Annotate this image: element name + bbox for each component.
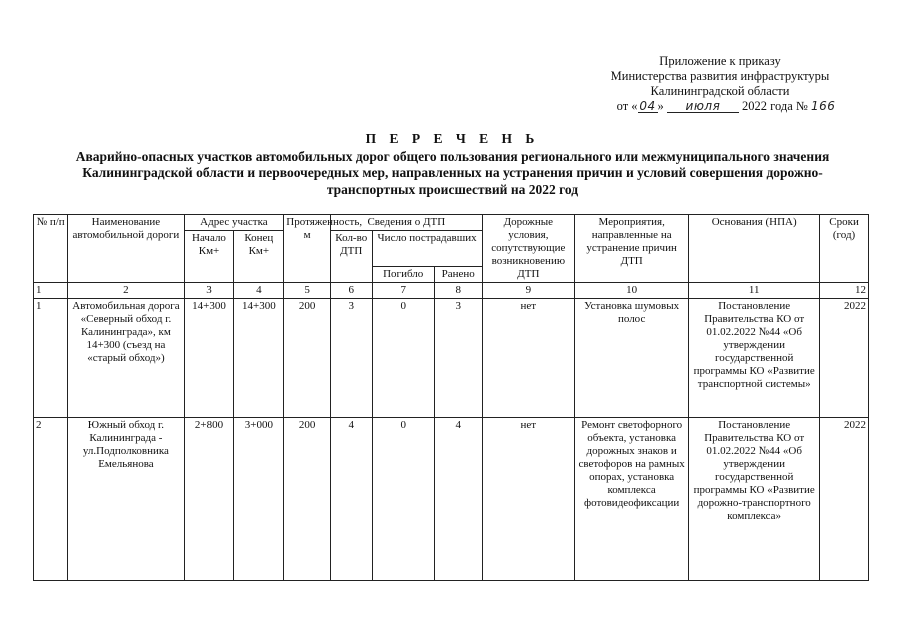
cell-num: 1 xyxy=(34,299,68,418)
cell-wounded: 4 xyxy=(434,418,482,581)
order-number: 166 xyxy=(810,99,836,113)
cell-count: 3 xyxy=(331,299,373,418)
header-victims: Число пострадавших xyxy=(372,231,482,267)
cell-road: Автомобильная дорога «Северный обход г. Калининграда», км 14+300 (съезд на «старый обход») xyxy=(68,299,184,418)
table-row xyxy=(34,299,869,418)
column-number: 9 xyxy=(482,283,574,299)
header-dtp-info: Сведения о ДТП xyxy=(331,215,483,231)
table-row xyxy=(34,418,869,581)
column-number: 10 xyxy=(575,283,689,299)
header-start: Начало Км+ xyxy=(184,231,234,283)
cell-start: 14+300 xyxy=(184,299,234,418)
accident-sites-table xyxy=(33,214,869,581)
appendix-block xyxy=(540,54,900,114)
appendix-line-3: Калининградской области xyxy=(650,84,790,98)
cell-end: 3+000 xyxy=(234,418,284,581)
appendix-line-1: Приложение к приказу xyxy=(659,54,781,68)
column-number-row xyxy=(34,283,869,299)
cell-end: 14+300 xyxy=(234,299,284,418)
header-road: Наименование автомобильной дороги xyxy=(68,215,184,283)
order-day: 04 xyxy=(639,99,656,113)
header-address: Адрес участка xyxy=(184,215,284,231)
column-number: 11 xyxy=(689,283,820,299)
order-mid: » xyxy=(657,99,664,113)
order-month: июля xyxy=(667,100,739,113)
header-row-1 xyxy=(34,215,869,231)
title-sub: Аварийно-опасных участков автомобильных дорог общего пользования регионального или межмуниципального значения Калининградской области и первоочередных мер, направленных на устранения причин и условий совершения дорожно-транспортных происшествий на 2022 год xyxy=(75,148,830,197)
column-number: 3 xyxy=(184,283,234,299)
column-number: 4 xyxy=(234,283,284,299)
column-number: 5 xyxy=(284,283,331,299)
order-prefix: от « xyxy=(616,99,638,113)
cell-measures: Ремонт светофорного объекта, установка дорожных знаков и светофоров на рамных опорах, установка комплекса фотовидеофиксации xyxy=(575,418,689,581)
header-measures: Мероприятия, направленные на устранение причин ДТП xyxy=(575,215,689,283)
cell-dead: 0 xyxy=(372,418,434,581)
header-end: Конец Км+ xyxy=(234,231,284,283)
title-main: П Е Р Е Ч Е Н Ь xyxy=(365,131,540,146)
cell-basis: Постановление Правительства КО от 01.02.2022 №44 «Об утверждении государственной программы КО «Развитие транспортной системы» xyxy=(689,299,820,418)
cell-conditions: нет xyxy=(482,418,574,581)
appendix-line-2: Министерства развития инфраструктуры xyxy=(610,69,830,83)
cell-road: Южный обход г. Калининграда - ул.Подполковника Емельянова xyxy=(68,418,184,581)
header-wounded: Ранено xyxy=(434,267,482,283)
cell-dead: 0 xyxy=(372,299,434,418)
column-number: 1 xyxy=(34,283,68,299)
cell-start: 2+800 xyxy=(184,418,234,581)
header-deadline: Сроки (год) xyxy=(820,215,869,283)
column-number: 7 xyxy=(372,283,434,299)
cell-num: 2 xyxy=(34,418,68,581)
order-suffix: 2022 года № xyxy=(742,99,808,113)
header-road-conditions: Дорожные условия, сопутствующие возникновению ДТП xyxy=(482,215,574,283)
cell-measures: Установка шумовых полос xyxy=(575,299,689,418)
document-title xyxy=(40,131,865,198)
cell-deadline: 2022 xyxy=(820,299,869,418)
header-count: Кол-во ДТП xyxy=(331,231,373,283)
column-number: 2 xyxy=(68,283,184,299)
cell-wounded: 3 xyxy=(434,299,482,418)
header-num: № п/п xyxy=(34,215,68,283)
cell-conditions: нет xyxy=(482,299,574,418)
header-dead: Погибло xyxy=(372,267,434,283)
cell-deadline: 2022 xyxy=(820,418,869,581)
cell-basis: Постановление Правительства КО от 01.02.2022 №44 «Об утверждении государственной программы КО «Развитие дорожно-транспортного комплекса» xyxy=(689,418,820,581)
cell-length: 200 xyxy=(284,418,331,581)
column-number: 12 xyxy=(820,283,869,299)
column-number: 6 xyxy=(331,283,373,299)
order-line xyxy=(546,99,905,114)
cell-length: 200 xyxy=(284,299,331,418)
header-basis: Основания (НПА) xyxy=(689,215,820,283)
column-number: 8 xyxy=(434,283,482,299)
cell-count: 4 xyxy=(331,418,373,581)
header-length: Протяженность, м xyxy=(284,215,331,283)
